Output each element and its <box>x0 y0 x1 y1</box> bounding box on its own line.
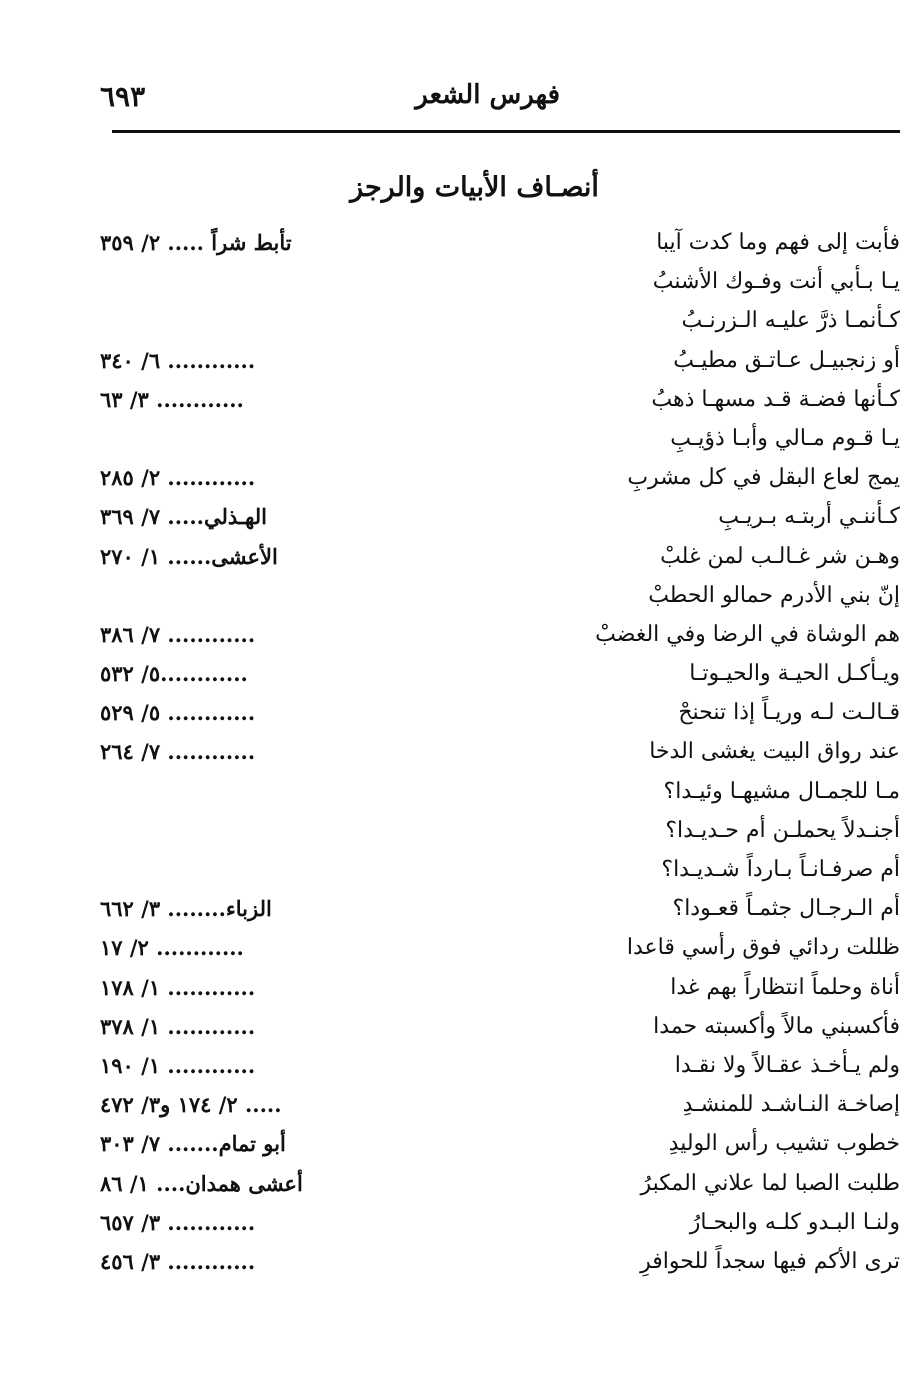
verse-index-list <box>100 228 900 1286</box>
verse-text: ظللت ردائي فوق رأسي قاعدا <box>626 935 900 961</box>
verse-reference: ............ ٢/ ١٧ <box>100 935 244 961</box>
index-entry <box>100 659 900 698</box>
verse-text: عند رواق البيت يغشى الدخا <box>649 739 900 765</box>
verse-text: أناة وحلماً انتظاراً بهم غدا <box>670 974 900 1000</box>
verse-reference: الهـذلي..... ٧/ ٣٦٩ <box>100 504 267 530</box>
verse-text: فأبت إلى فهم وما كدت آيبا <box>656 230 900 255</box>
index-entry <box>100 777 900 816</box>
index-entry <box>100 463 900 502</box>
index-entry <box>100 1090 900 1129</box>
index-entry <box>100 581 900 620</box>
verse-text: فأكسبني مالاً وأكسبته حمدا <box>653 1013 900 1039</box>
index-entry <box>100 737 900 776</box>
verse-reference: ............٥/ ٥٣٢ <box>100 661 248 687</box>
page-number: ٦٩٣ <box>100 80 146 113</box>
index-entry <box>100 228 900 267</box>
running-title: فهرس الشعر <box>415 80 560 110</box>
index-entry <box>100 424 900 463</box>
index-entry <box>100 973 900 1012</box>
index-entry <box>100 894 900 933</box>
index-entry <box>100 306 900 345</box>
index-entry <box>100 267 900 306</box>
verse-reference: ............ ٥/ ٥٢٩ <box>100 700 256 726</box>
verse-reference: ............ ٣/ ٦٥٧ <box>100 1209 256 1235</box>
verse-text: يمج لعاع البقل في كل مشربِ <box>627 465 900 491</box>
verse-text: ترى الأكم فيها سجداً للحوافرِ <box>640 1248 900 1274</box>
verse-reference: ............ ١/ ٣٧٨ <box>100 1013 256 1039</box>
verse-text: كـأنمـا ذرَّ عليـه الـزرنـبُ <box>681 308 900 334</box>
index-entry <box>100 385 900 424</box>
verse-reference: ............ ٢/ ٢٨٥ <box>100 465 256 491</box>
index-entry <box>100 1051 900 1090</box>
verse-text: إنّ بني الأدرم حمالو الحطبْ <box>648 582 900 608</box>
index-entry <box>100 502 900 541</box>
verse-text: مـا للجمـال مشيهـا وئيـدا؟ <box>663 778 900 804</box>
verse-text: يـا قـوم مـالي وأبـا ذؤيـبِ <box>670 425 900 451</box>
verse-text: كـأنها فضـة قـد مسهـا ذهبُ <box>651 386 900 412</box>
verse-reference: أبو تمام....... ٧/ ٣٠٣ <box>100 1131 286 1157</box>
verse-reference: أعشى همدان.... ١/ ٨٦ <box>100 1170 303 1196</box>
verse-reference: ............ ٣/ ٤٥٦ <box>100 1248 256 1274</box>
index-entry <box>100 1129 900 1168</box>
verse-text: إصاخـة النـاشـد للمنشـدِ <box>682 1092 900 1118</box>
verse-text: أجنـدلاً يحملـن أم حـديـدا؟ <box>665 817 900 843</box>
verse-reference: ..... ٢/ ١٧٤ و٣/ ٤٧٢ <box>100 1092 282 1118</box>
verse-text: ولنـا البـدو كلـه والبحـارُ <box>689 1209 900 1235</box>
index-entry <box>100 1012 900 1051</box>
index-entry <box>100 855 900 894</box>
verse-text: وهـن شر غـالـب لمن غلبْ <box>660 543 900 569</box>
verse-text: هم الوشاة في الرضا وفي الغضبْ <box>595 621 900 647</box>
verse-text: أم صرفـانـاً بـارداً شـديـدا؟ <box>661 857 900 882</box>
page-header <box>100 80 900 120</box>
verse-reference: تأبط شراً ..... ٢/ ٣٥٩ <box>100 230 292 255</box>
index-entry <box>100 542 900 581</box>
index-entry <box>100 816 900 855</box>
index-entry <box>100 1208 900 1247</box>
verse-text: يـا بـأبي أنت وفـوك الأشنبُ <box>652 269 900 295</box>
verse-text: كـأننـي أربتـه بـريـبِ <box>718 504 900 530</box>
index-entry <box>100 620 900 659</box>
verse-reference: الأعشى...... ١/ ٢٧٠ <box>100 543 278 569</box>
verse-reference: ............ ٦/ ٣٤٠ <box>100 347 256 373</box>
verse-text: ولم يـأخـذ عقـالاً ولا نقـدا <box>674 1052 900 1078</box>
verse-text: طلبت الصبا لما علاني المكبرُ <box>640 1170 900 1196</box>
verse-reference: ............ ٧/ ٢٦٤ <box>100 739 256 765</box>
index-entry <box>100 1169 900 1208</box>
index-entry <box>100 1247 900 1286</box>
verse-text: أو زنجبيـل عـاتـق مطيـبُ <box>673 347 900 373</box>
verse-reference: ............ ١/ ١٧٨ <box>100 974 256 1000</box>
section-title: أنصـاف الأبيات والرجز <box>350 172 599 203</box>
verse-reference: ............ ١/ ١٩٠ <box>100 1052 256 1078</box>
index-entry <box>100 698 900 737</box>
index-entry <box>100 346 900 385</box>
header-divider <box>112 130 900 133</box>
verse-text: ويـأكـل الحيـة والحيـوتـا <box>689 661 900 687</box>
verse-reference: الزباء........ ٣/ ٦٦٢ <box>100 896 272 922</box>
verse-reference: ............ ٣/ ٦٣ <box>100 386 244 412</box>
verse-text: أم الـرجـال جثمـاً قعـودا؟ <box>672 896 900 922</box>
verse-text: قـالـت لـه وريـاً إذا تنحنحْ <box>678 700 900 726</box>
index-entry <box>100 933 900 972</box>
verse-reference: ............ ٧/ ٣٨٦ <box>100 621 256 647</box>
verse-text: خطوب تشيب رأس الوليدِ <box>668 1131 900 1157</box>
